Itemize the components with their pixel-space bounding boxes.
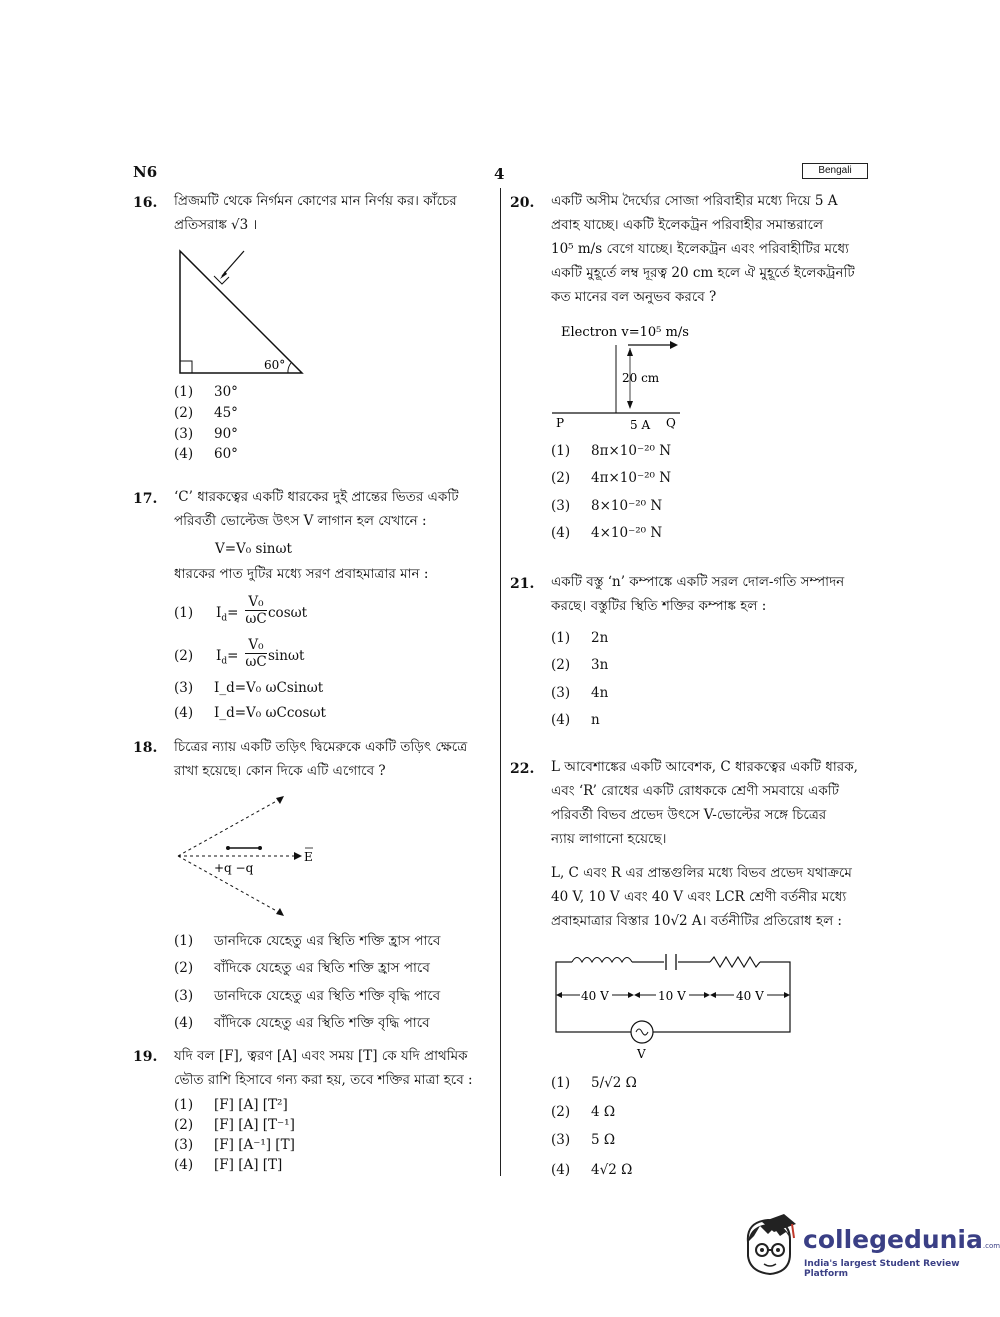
electron-velocity-label: Electron v=10⁵ m/s [561, 325, 689, 340]
logo-wordmark: collegedunia.com [803, 1225, 1000, 1254]
q16-option-2: (2) 45° [174, 405, 238, 421]
q20-line1: একটি অসীম দৈর্ঘ্যের সোজা পরিবাহীর মধ্যে দিয়ে 5 A [551, 193, 838, 209]
paper-code: N6 [133, 163, 158, 181]
q22-line5: L, C এবং R এর প্রান্তগুলির মধ্যে বিভব প্রভেদ যথাক্রমে [551, 865, 852, 881]
q22-line1: L আবেশাঙ্কের একটি আবেশক, C ধারকত্বের একটি ধারক, [551, 759, 858, 775]
voltage-r-label: 40 V [736, 989, 764, 1003]
language-badge: Bengali [802, 163, 868, 179]
q20-line2: প্রবাহ যাচ্ছে। একটি ইলেকট্রন পরিবাহীর সমান্তরালে [551, 217, 824, 233]
q16-text [174, 189, 492, 237]
q17-option-4: (4) I_d=V₀ ωCcosωt [174, 705, 326, 721]
field-label: E [304, 850, 313, 864]
q21-number: 21. [510, 576, 535, 592]
q18-option-1: (1) ডানদিকে যেহেতু এর স্থিতি শক্তি হ্রাস পাবে [174, 933, 441, 949]
q17-equation: V=V₀ sinωt [215, 541, 292, 557]
q22-option-1: (1) 5/√2 Ω [551, 1075, 637, 1091]
collegedunia-mascot-icon [740, 1212, 800, 1282]
q22-line6: 40 V, 10 V এবং 40 V এবং LCR শ্রেণী বর্তনীর মধ্যে [551, 889, 847, 905]
q18-option-4: (4) বাঁদিকে যেহেতু এর স্থিতি শক্তি বৃদ্ধি পাবে [174, 1015, 430, 1031]
q22-option-3: (3) 5 Ω [551, 1132, 616, 1148]
q18-option-2: (2) বাঁদিকে যেহেতু এর স্থিতি শক্তি হ্রাস পাবে [174, 960, 430, 976]
voltage-l-label: 40 V [581, 989, 609, 1003]
q22-text-2 [551, 861, 871, 933]
q20-option-4: (4) 4×10⁻²⁰ N [551, 525, 663, 541]
distance-label: 20 cm [622, 371, 660, 385]
q19-option-4: (4) [F] [A] [T] [174, 1157, 283, 1173]
q22-option-4: (4) 4√2 Ω [551, 1162, 633, 1178]
dipole-charges-label: +q −q [214, 861, 254, 875]
q20-number: 20. [510, 195, 535, 211]
q16-line2: প্রতিসরাঙ্ক √3 । [174, 217, 258, 233]
q20-line3: 10⁵ m/s বেগে যাচ্ছে। ইলেকট্রন এবং পরিবাহীটির মধ্যে [551, 241, 849, 257]
q16-option-3: (3) 90° [174, 426, 238, 442]
q17-text [174, 485, 492, 533]
q18-text [174, 735, 492, 783]
prism-angle-label: 60° [264, 358, 286, 372]
q21-option-1: (1) 2n [551, 630, 609, 646]
source-label: V [637, 1047, 646, 1061]
q17-line2: পরিবর্তী ভোল্টেজ উৎস V লাগান হল যেখানে : [174, 513, 427, 529]
q21-line2: করছে। বস্তুটির স্থিতি শক্তির কম্পাঙ্ক হল : [551, 598, 767, 614]
q19-text [174, 1044, 492, 1092]
q19-option-1: (1) [F] [A] [T²] [174, 1097, 288, 1113]
q21-option-3: (3) 4n [551, 685, 609, 701]
q20-line5: কত মানের বল অনুভব করবে ? [551, 289, 717, 305]
q19-number: 19. [133, 1049, 158, 1065]
q16-number: 16. [133, 195, 158, 211]
q21-option-4: (4) n [551, 712, 600, 728]
q16-line1: প্রিজমটি থেকে নির্গমন কোণের মান নির্ণয় কর। কাঁচের [174, 193, 457, 209]
q17-number: 17. [133, 491, 158, 507]
wire-electron-figure [552, 318, 692, 438]
logo-tagline: India's largest Student Review Platform [804, 1259, 960, 1279]
q16-option-4: (4) 60° [174, 446, 238, 462]
lcr-circuit-figure [552, 950, 797, 1065]
q20-option-2: (2) 4π×10⁻²⁰ N [551, 470, 672, 486]
q17-option-1: (1) $I_d=$ V₀ ωC cosωt [174, 594, 308, 627]
q21-line1: একটি বস্তু ‘n’ কম্পাঙ্কে একটি সরল দোল-গতি সম্পাদন [551, 574, 845, 590]
q18-number: 18. [133, 740, 158, 756]
q20-option-1: (1) 8π×10⁻²⁰ N [551, 443, 672, 459]
point-p-label: P [556, 416, 565, 430]
q19-option-3: (3) [F] [A⁻¹] [T] [174, 1137, 295, 1153]
current-label: 5 A [630, 418, 651, 432]
q22-number: 22. [510, 761, 535, 777]
q17-line3: ধারকের পাত দুটির মধ্যে সরণ প্রবাহমাত্রার মান : [174, 566, 429, 582]
page-number: 4 [494, 165, 505, 183]
q20-text [551, 189, 871, 309]
q21-text [551, 570, 871, 618]
q22-line7: প্রবাহমাত্রার বিস্তার 10√2 A। বর্তনীটির প্রতিরোধ হল : [551, 913, 842, 929]
q19-line2: ভৌত রাশি হিসাবে গন্য করা হয়, তবে শক্তির মাত্রা হবে : [174, 1072, 473, 1088]
q22-option-2: (2) 4 Ω [551, 1104, 616, 1120]
q20-option-3: (3) 8×10⁻²⁰ N [551, 498, 663, 514]
q20-line4: একটি মুহূর্তে লম্ব দূরত্ব 20 cm হলে ঐ মুহূর্তে ইলেকট্রনটি [551, 265, 855, 281]
q21-option-2: (2) 3n [551, 657, 609, 673]
q22-text [551, 755, 871, 851]
dipole-figure [170, 788, 330, 923]
column-divider [500, 188, 501, 1176]
voltage-c-label: 10 V [658, 989, 686, 1003]
point-q-label: Q [666, 416, 676, 430]
q19-line1: যদি বল [F], ত্বরণ [A] এবং সময় [T] কে যদি প্রাথমিক [174, 1048, 468, 1064]
prism-figure [170, 243, 310, 378]
q22-line4: ন্যায় লাগানো হয়েছে। [551, 831, 667, 847]
q18-line1: চিত্রের ন্যায় একটি তড়িৎ দ্বিমেরুকে একটি তড়িৎ ক্ষেত্রে [174, 739, 468, 755]
q16-option-1: (1) 30° [174, 384, 238, 400]
q19-option-2: (2) [F] [A] [T⁻¹] [174, 1117, 295, 1133]
q17-option-3: (3) I_d=V₀ ωCsinωt [174, 680, 324, 696]
q17-line1: ‘C’ ধারকত্বের একটি ধারকের দুই প্রান্তের ভিতর একটি [174, 489, 459, 505]
q22-line2: এবং ‘R’ রোধের একটি রোধককে শ্রেণী সমবায়ে একটি [551, 783, 839, 799]
q22-line3: পরিবর্তী বিভব প্রভেদ উৎসে V-ভোল্টের সঙ্গে চিত্রের [551, 807, 827, 823]
q18-line2: রাখা হয়েছে। কোন দিকে এটি এগোবে ? [174, 763, 386, 779]
q17-option-2: (2) $I_d=$ V₀ ωC sinωt [174, 637, 305, 670]
q18-option-3: (3) ডানদিকে যেহেতু এর স্থিতি শক্তি বৃদ্ধি পাবে [174, 988, 441, 1004]
